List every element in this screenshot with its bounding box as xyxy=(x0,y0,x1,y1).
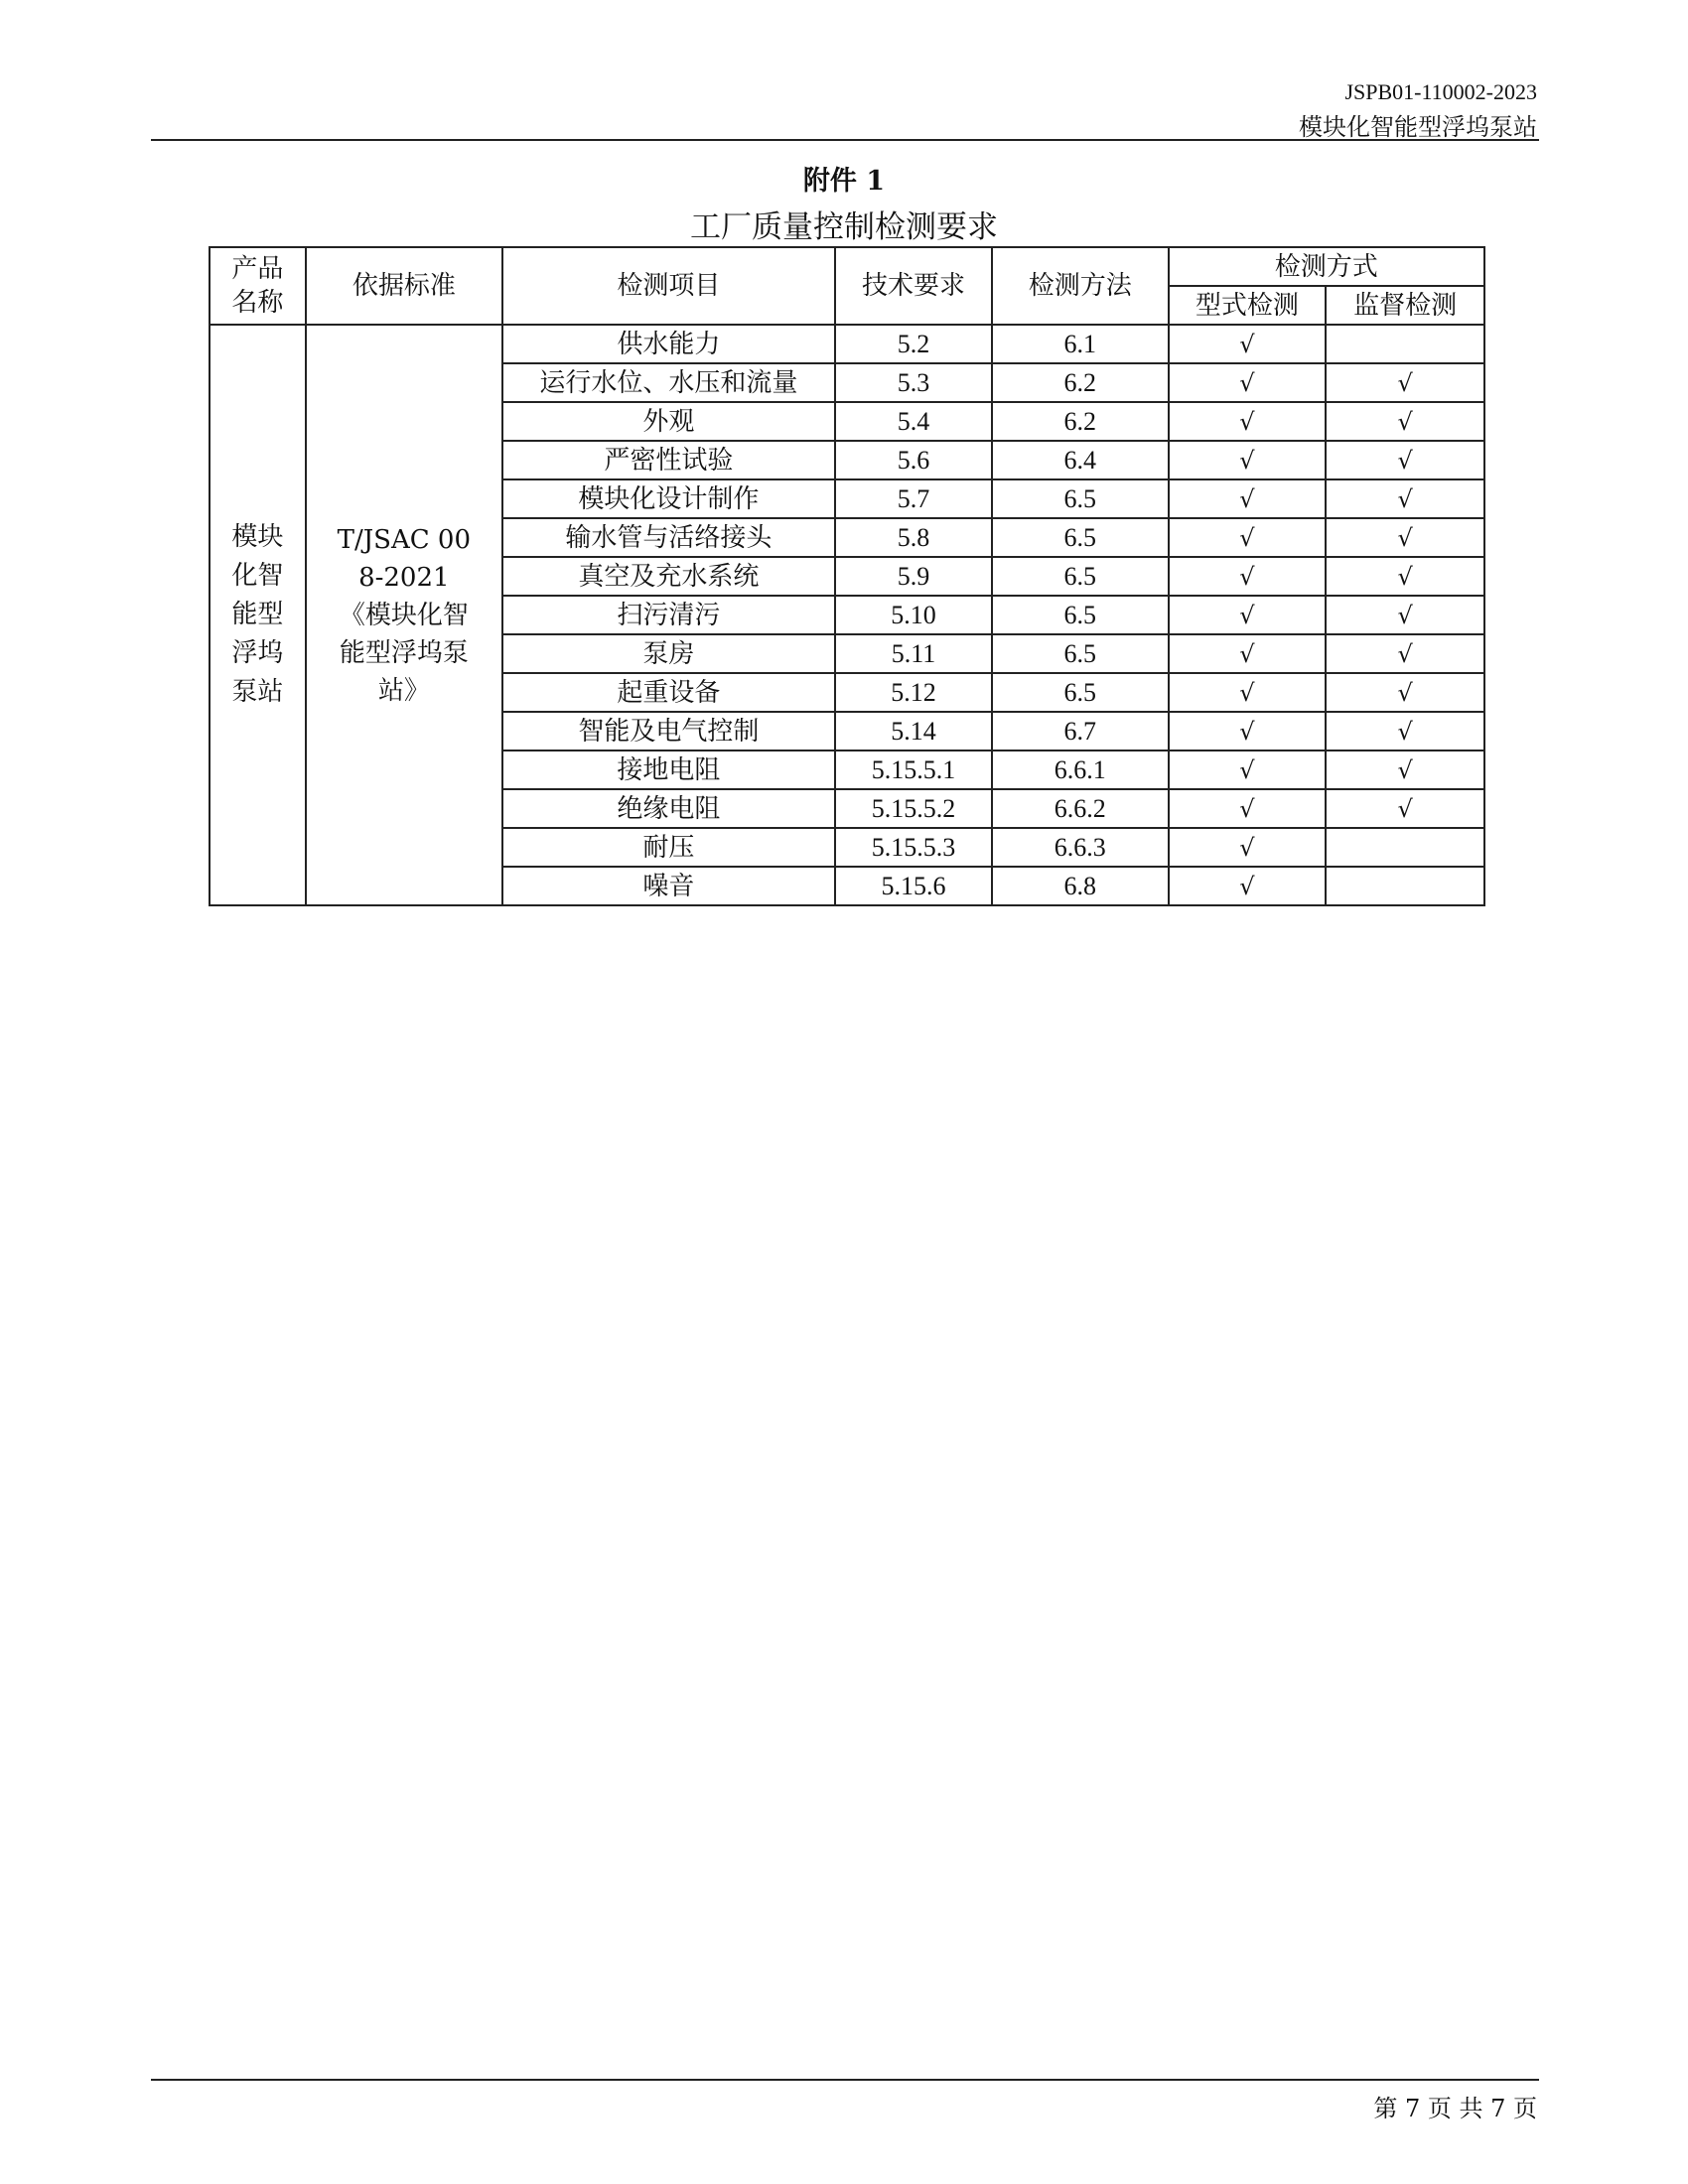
test-method-cell: 6.8 xyxy=(992,867,1169,905)
test-method-cell: 6.2 xyxy=(992,363,1169,402)
product-name-cell: 模块化智能型浮坞泵站 xyxy=(210,325,306,905)
tech-requirement-cell: 5.8 xyxy=(835,518,992,557)
header-divider xyxy=(151,139,1539,141)
page-number: 第 7 页 共 7 页 xyxy=(1373,2095,1537,2122)
header-test-item: 检测项目 xyxy=(502,247,835,325)
header-test-mode: 检测方式 xyxy=(1169,247,1484,286)
test-method-cell: 6.6.2 xyxy=(992,789,1169,828)
tech-requirement-cell: 5.15.5.1 xyxy=(835,751,992,789)
header-tech-requirement: 技术要求 xyxy=(835,247,992,325)
type-test-cell: √ xyxy=(1169,479,1327,518)
supervision-test-cell: √ xyxy=(1326,712,1484,751)
type-test-cell: √ xyxy=(1169,325,1327,363)
tech-requirement-cell: 5.15.5.2 xyxy=(835,789,992,828)
type-test-cell: √ xyxy=(1169,634,1327,673)
supervision-test-cell: √ xyxy=(1326,751,1484,789)
type-test-cell: √ xyxy=(1169,828,1327,867)
test-method-cell: 6.5 xyxy=(992,673,1169,712)
header-basis-standard: 依据标准 xyxy=(306,247,502,325)
test-item-cell: 接地电阻 xyxy=(502,751,835,789)
supervision-test-cell xyxy=(1326,325,1484,363)
test-item-cell: 运行水位、水压和流量 xyxy=(502,363,835,402)
supervision-test-cell xyxy=(1326,828,1484,867)
supervision-test-cell: √ xyxy=(1326,402,1484,441)
supervision-test-cell: √ xyxy=(1326,557,1484,596)
supervision-test-cell: √ xyxy=(1326,518,1484,557)
test-item-cell: 智能及电气控制 xyxy=(502,712,835,751)
test-method-cell: 6.5 xyxy=(992,634,1169,673)
type-test-cell: √ xyxy=(1169,363,1327,402)
attachment-title: 附件 1 xyxy=(802,166,886,197)
test-method-cell: 6.4 xyxy=(992,441,1169,479)
supervision-test-cell: √ xyxy=(1326,634,1484,673)
document-code: JSPB01-110002-2023 xyxy=(1344,79,1537,104)
test-method-cell: 6.5 xyxy=(992,518,1169,557)
tech-requirement-cell: 5.12 xyxy=(835,673,992,712)
test-item-cell: 外观 xyxy=(502,402,835,441)
supervision-test-cell: √ xyxy=(1326,789,1484,828)
type-test-cell: √ xyxy=(1169,596,1327,634)
test-item-cell: 严密性试验 xyxy=(502,441,835,479)
quality-control-table xyxy=(209,246,1485,906)
header-type-test: 型式检测 xyxy=(1169,286,1327,325)
table-body xyxy=(210,325,1484,905)
type-test-cell: √ xyxy=(1169,751,1327,789)
test-item-cell: 供水能力 xyxy=(502,325,835,363)
tech-requirement-cell: 5.7 xyxy=(835,479,992,518)
test-item-cell: 输水管与活络接头 xyxy=(502,518,835,557)
type-test-cell: √ xyxy=(1169,712,1327,751)
test-method-cell: 6.6.3 xyxy=(992,828,1169,867)
test-item-cell: 绝缘电阻 xyxy=(502,789,835,828)
test-item-cell: 耐压 xyxy=(502,828,835,867)
test-item-cell: 起重设备 xyxy=(502,673,835,712)
test-item-cell: 噪音 xyxy=(502,867,835,905)
test-method-cell: 6.6.1 xyxy=(992,751,1169,789)
header-product-name: 产品名称 xyxy=(210,247,306,325)
type-test-cell: √ xyxy=(1169,402,1327,441)
supervision-test-cell: √ xyxy=(1326,479,1484,518)
supervision-test-cell: √ xyxy=(1326,673,1484,712)
footer-divider xyxy=(151,2079,1539,2081)
tech-requirement-cell: 5.15.5.3 xyxy=(835,828,992,867)
tech-requirement-cell: 5.10 xyxy=(835,596,992,634)
type-test-cell: √ xyxy=(1169,518,1327,557)
test-method-cell: 6.5 xyxy=(992,479,1169,518)
tech-requirement-cell: 5.11 xyxy=(835,634,992,673)
type-test-cell: √ xyxy=(1169,789,1327,828)
test-method-cell: 6.2 xyxy=(992,402,1169,441)
type-test-cell: √ xyxy=(1169,557,1327,596)
test-method-cell: 6.1 xyxy=(992,325,1169,363)
tech-requirement-cell: 5.14 xyxy=(835,712,992,751)
supervision-test-cell: √ xyxy=(1326,596,1484,634)
test-item-cell: 泵房 xyxy=(502,634,835,673)
header-supervision-test: 监督检测 xyxy=(1326,286,1484,325)
supervision-test-cell xyxy=(1326,867,1484,905)
document-header-title: 模块化智能型浮坞泵站 xyxy=(1299,113,1537,141)
test-item-cell: 真空及充水系统 xyxy=(502,557,835,596)
tech-requirement-cell: 5.3 xyxy=(835,363,992,402)
type-test-cell: √ xyxy=(1169,867,1327,905)
tech-requirement-cell: 5.15.6 xyxy=(835,867,992,905)
header-test-method: 检测方法 xyxy=(992,247,1169,325)
tech-requirement-cell: 5.4 xyxy=(835,402,992,441)
supervision-test-cell: √ xyxy=(1326,441,1484,479)
supervision-test-cell: √ xyxy=(1326,363,1484,402)
type-test-cell: √ xyxy=(1169,441,1327,479)
tech-requirement-cell: 5.6 xyxy=(835,441,992,479)
table-title: 工厂质量控制检测要求 xyxy=(690,209,998,245)
test-method-cell: 6.7 xyxy=(992,712,1169,751)
test-method-cell: 6.5 xyxy=(992,596,1169,634)
tech-requirement-cell: 5.2 xyxy=(835,325,992,363)
table-row xyxy=(210,325,1484,363)
test-method-cell: 6.5 xyxy=(992,557,1169,596)
type-test-cell: √ xyxy=(1169,673,1327,712)
tech-requirement-cell: 5.9 xyxy=(835,557,992,596)
test-item-cell: 模块化设计制作 xyxy=(502,479,835,518)
basis-standard-cell: T/JSAC 008-2021《模块化智能型浮坞泵站》 xyxy=(306,325,502,905)
test-item-cell: 扫污清污 xyxy=(502,596,835,634)
